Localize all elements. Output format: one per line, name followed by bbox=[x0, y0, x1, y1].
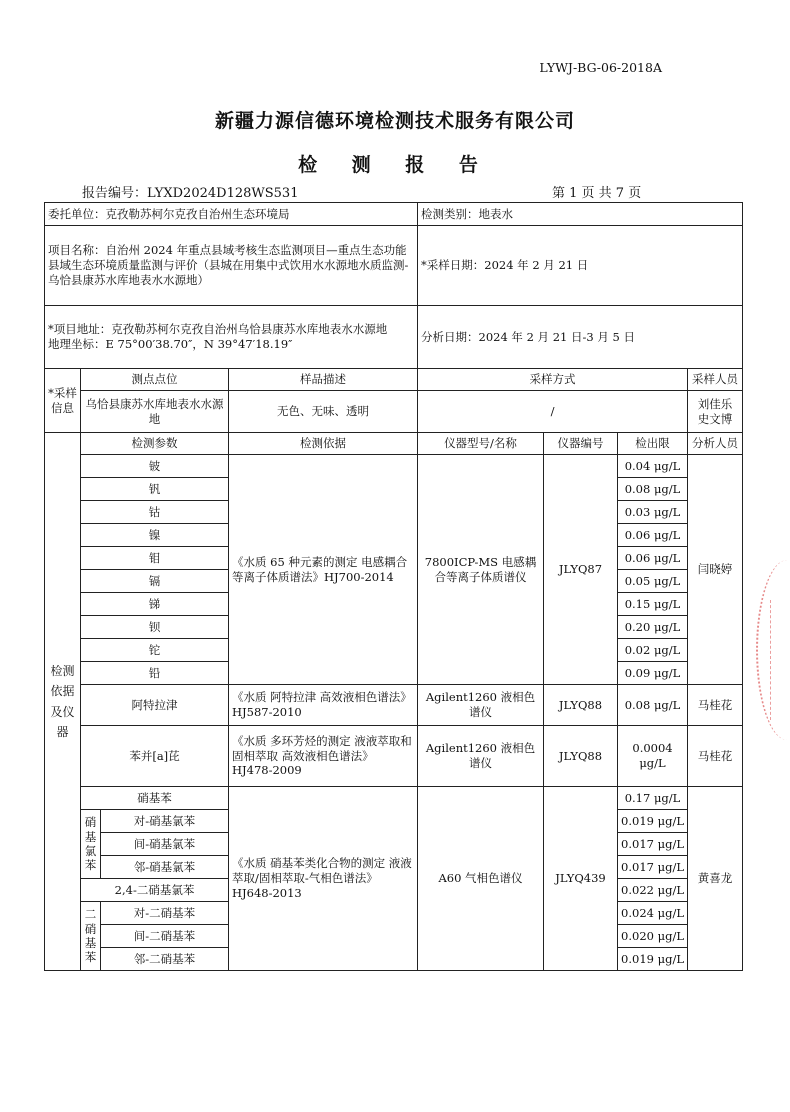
limit-cell: 0.020 μg/L bbox=[618, 925, 688, 948]
limit-cell: 0.20 μg/L bbox=[618, 616, 688, 639]
limit-cell: 0.019 μg/L bbox=[618, 948, 688, 971]
header-instr: 仪器编号 bbox=[544, 433, 618, 455]
analysis-date-cell: 分析日期：2024 年 2 月 21 日-3 月 5 日 bbox=[418, 306, 743, 369]
param-cell: 铍 bbox=[81, 455, 229, 478]
param-cell: 钡 bbox=[81, 616, 229, 639]
header-analyst: 分析人员 bbox=[688, 433, 743, 455]
limit-cell: 0.024 μg/L bbox=[618, 902, 688, 925]
analyst-cell: 马桂花 bbox=[688, 685, 743, 726]
param-cell: 钒 bbox=[81, 478, 229, 501]
analyst-cell: 马桂花 bbox=[688, 726, 743, 787]
param-cell: 铅 bbox=[81, 662, 229, 685]
limit-cell: 0.03 μg/L bbox=[618, 501, 688, 524]
header-person: 采样人员 bbox=[688, 369, 743, 391]
header-method: 采样方式 bbox=[418, 369, 688, 391]
limit-cell: 0.06 μg/L bbox=[618, 524, 688, 547]
limit-cell: 0.017 μg/L bbox=[618, 833, 688, 856]
basis-cell: 《水质 硝基苯类化合物的测定 液液萃取/固相萃取-气相色谱法》HJ648-2013 bbox=[229, 787, 418, 971]
detect-section-label: 检测依据及仪器 bbox=[45, 433, 81, 971]
sampling-method: / bbox=[418, 391, 688, 433]
param-cell: 阿特拉津 bbox=[81, 685, 229, 726]
header-desc: 样品描述 bbox=[229, 369, 418, 391]
limit-cell: 0.0004 μg/L bbox=[618, 726, 688, 787]
limit-cell: 0.04 μg/L bbox=[618, 455, 688, 478]
param-cell: 锑 bbox=[81, 593, 229, 616]
coordinates-text: 地理坐标：E 75°00′38.70″，N 39°47′18.19″ bbox=[48, 337, 293, 351]
page-info: 第 1 页 共 7 页 bbox=[552, 186, 642, 201]
report-table bbox=[44, 202, 743, 971]
limit-cell: 0.17 μg/L bbox=[618, 787, 688, 810]
limit-cell: 0.019 μg/L bbox=[618, 810, 688, 833]
param-cell: 镉 bbox=[81, 570, 229, 593]
address-cell bbox=[45, 306, 418, 369]
limit-cell: 0.017 μg/L bbox=[618, 856, 688, 879]
limit-cell: 0.08 μg/L bbox=[618, 478, 688, 501]
address-text: *项目地址：克孜勒苏柯尔克孜自治州乌恰县康苏水库地表水水源地 bbox=[48, 322, 388, 337]
nitrochlorobenzene-group-label: 硝基氯苯 bbox=[81, 810, 101, 879]
param-cell: 硝基苯 bbox=[81, 787, 229, 810]
param-cell: 钴 bbox=[81, 501, 229, 524]
header-param: 检测参数 bbox=[81, 433, 229, 455]
sample-desc: 无色、无味、透明 bbox=[229, 391, 418, 433]
basis-cell: 《水质 65 种元素的测定 电感耦合等离子体质谱法》HJ700-2014 bbox=[229, 455, 418, 685]
limit-cell: 0.06 μg/L bbox=[618, 547, 688, 570]
analyst-cell: 闫晓婷 bbox=[688, 455, 743, 685]
limit-cell: 0.05 μg/L bbox=[618, 570, 688, 593]
sampling-point: 乌恰县康苏水库地表水水源地 bbox=[81, 391, 229, 433]
organization-name: 新疆力源信德环境检测技术服务有限公司 bbox=[214, 110, 575, 132]
instr-cell: JLYQ87 bbox=[544, 455, 618, 685]
model-cell: 7800ICP-MS 电感耦合等离子体质谱仪 bbox=[418, 455, 544, 685]
param-cell: 镍 bbox=[81, 524, 229, 547]
limit-cell: 0.09 μg/L bbox=[618, 662, 688, 685]
client-cell: 委托单位：克孜勒苏柯尔克孜自治州生态环境局 bbox=[45, 203, 418, 226]
seal-stamp-edge-inner bbox=[770, 600, 790, 720]
header-point: 测点点位 bbox=[81, 369, 229, 391]
sampling-date-cell: *采样日期：2024 年 2 月 21 日 bbox=[418, 226, 743, 306]
limit-cell: 0.08 μg/L bbox=[618, 685, 688, 726]
param-cell: 间-硝基氯苯 bbox=[101, 833, 229, 856]
document-code: LYWJ-BG-06-2018A bbox=[539, 60, 662, 75]
param-cell: 间-二硝基苯 bbox=[101, 925, 229, 948]
limit-cell: 0.022 μg/L bbox=[618, 879, 688, 902]
param-cell: 苯并[a]芘 bbox=[81, 726, 229, 787]
param-cell: 铊 bbox=[81, 639, 229, 662]
instr-cell: JLYQ88 bbox=[544, 726, 618, 787]
sampling-person: 刘佳乐 史文博 bbox=[688, 391, 743, 433]
report-number: 报告编号：LYXD2024D128WS531 bbox=[82, 186, 299, 201]
model-cell: A60 气相色谱仪 bbox=[418, 787, 544, 971]
model-cell: Agilent1260 液相色谱仪 bbox=[418, 726, 544, 787]
model-cell: Agilent1260 液相色谱仪 bbox=[418, 685, 544, 726]
param-cell: 邻-二硝基苯 bbox=[101, 948, 229, 971]
header-model: 仪器型号/名称 bbox=[418, 433, 544, 455]
param-cell: 对-二硝基苯 bbox=[101, 902, 229, 925]
param-cell: 钼 bbox=[81, 547, 229, 570]
instr-cell: JLYQ439 bbox=[544, 787, 618, 971]
report-title: 检 测 报 告 bbox=[298, 154, 492, 176]
sampling-label: *采样信息 bbox=[45, 369, 81, 433]
param-cell: 2,4-二硝基氯苯 bbox=[81, 879, 229, 902]
basis-cell: 《水质 多环芳烃的测定 液液萃取和固相萃取 高效液相色谱法》HJ478-2009 bbox=[229, 726, 418, 787]
header-basis: 检测依据 bbox=[229, 433, 418, 455]
instr-cell: JLYQ88 bbox=[544, 685, 618, 726]
basis-cell: 《水质 阿特拉津 高效液相色谱法》HJ587-2010 bbox=[229, 685, 418, 726]
category-cell: 检测类别：地表水 bbox=[418, 203, 743, 226]
param-cell: 对-硝基氯苯 bbox=[101, 810, 229, 833]
limit-cell: 0.15 μg/L bbox=[618, 593, 688, 616]
analyst-cell: 黄喜龙 bbox=[688, 787, 743, 971]
limit-cell: 0.02 μg/L bbox=[618, 639, 688, 662]
header-limit: 检出限 bbox=[618, 433, 688, 455]
dinitrobenzene-group-label: 二硝基苯 bbox=[81, 902, 101, 971]
project-cell: 项目名称：自治州 2024 年重点县域考核生态监测项目—重点生态功能县域生态环境质量监测与评价（县城在用集中式饮用水水源地水质监测-乌恰县康苏水库地表水水源地） bbox=[45, 226, 418, 306]
param-cell: 邻-硝基氯苯 bbox=[101, 856, 229, 879]
